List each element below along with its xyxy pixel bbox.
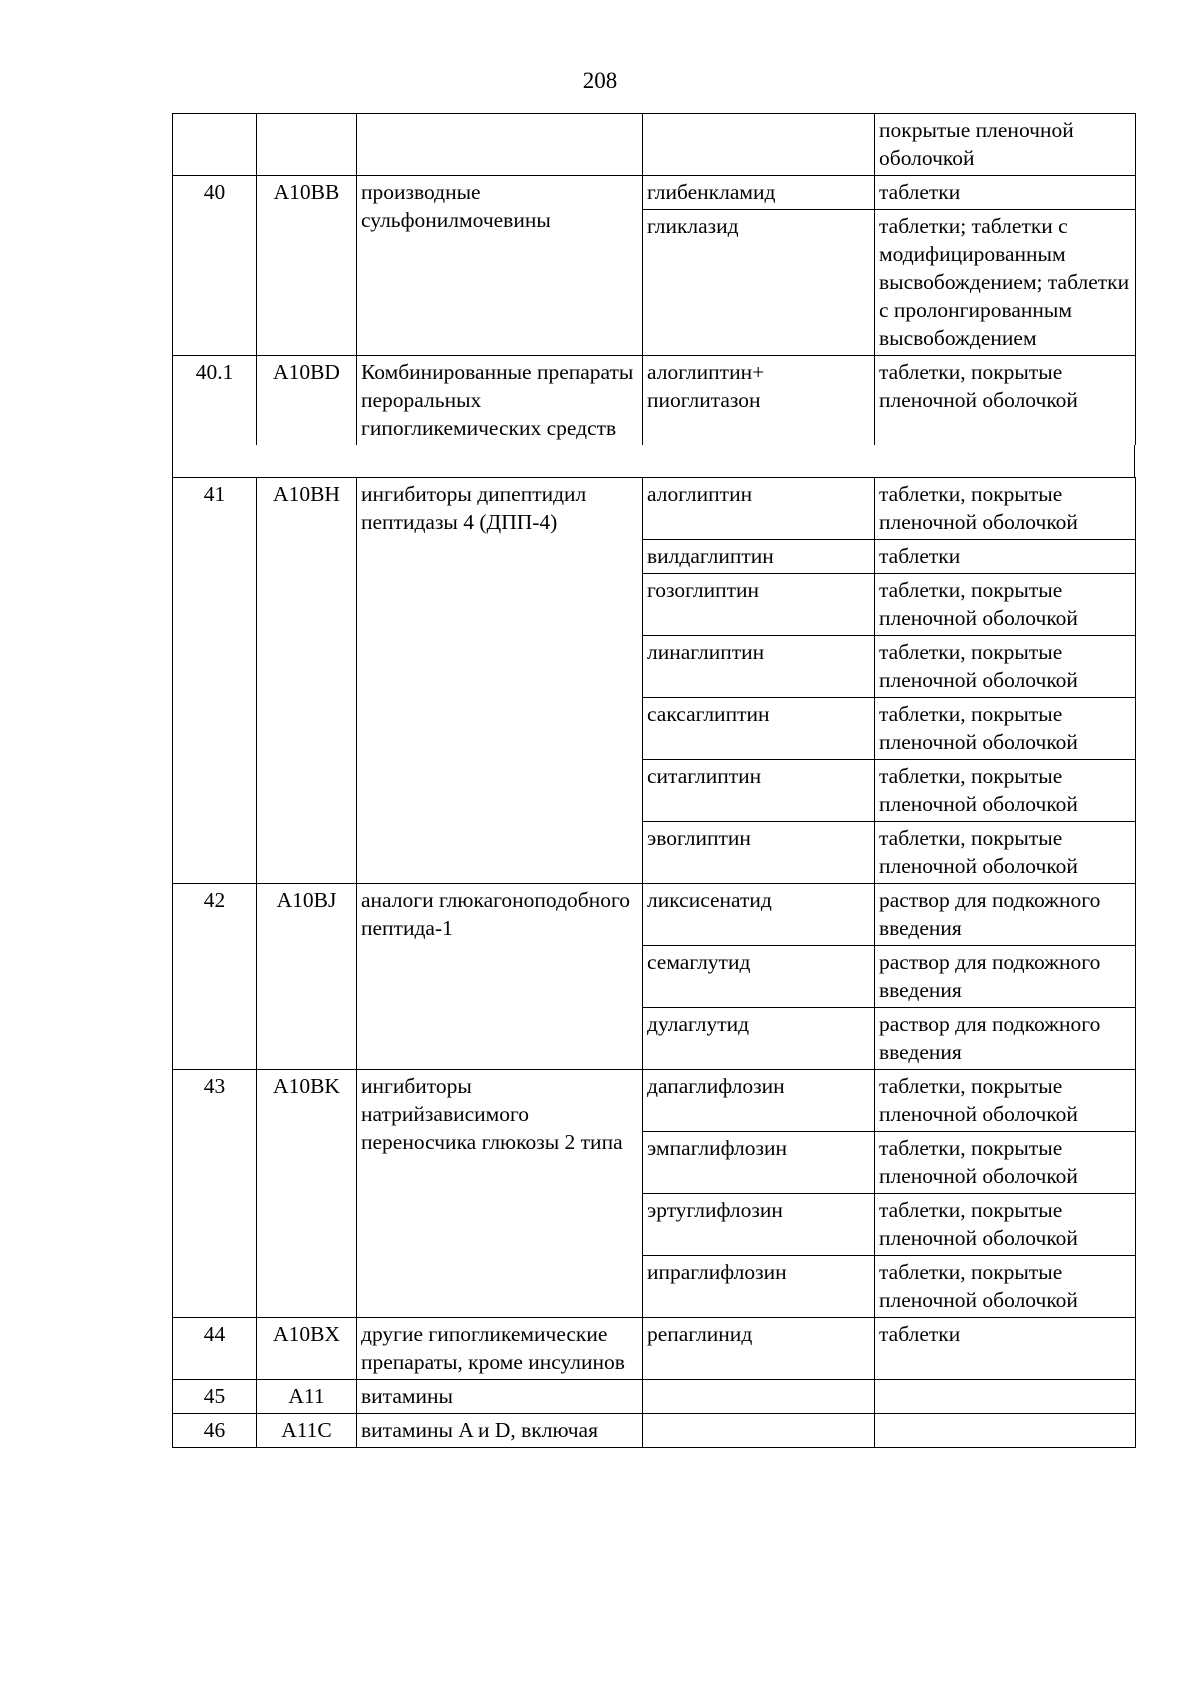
- dosage-form-cell: таблетки: [875, 540, 1136, 574]
- drug-name-cell: репаглинид: [643, 1318, 875, 1380]
- table-row: [173, 478, 1136, 540]
- drug-name-cell: ситаглиптин: [643, 760, 875, 822]
- drug-name-cell: глибенкламид: [643, 176, 875, 210]
- drug-name-cell: саксаглиптин: [643, 698, 875, 760]
- drug-name-cell: ипраглифлозин: [643, 1256, 875, 1318]
- table-row: [173, 114, 1136, 176]
- atc-code-cell: A10BD: [257, 356, 357, 446]
- dosage-form-cell: таблетки, покрытые пленочной оболочкой: [875, 1256, 1136, 1318]
- dosage-form-cell: таблетки, покрытые пленочной оболочкой: [875, 636, 1136, 698]
- drug-name-cell: алоглиптин: [643, 478, 875, 540]
- drug-name-cell: алоглиптин+ пиоглитазон: [643, 356, 875, 446]
- table-row: [173, 1318, 1136, 1380]
- dosage-form-cell: покрытые пленочной оболочкой: [875, 114, 1136, 176]
- row-number-cell: [173, 114, 257, 176]
- dosage-form-cell: раствор для подкожного введения: [875, 884, 1136, 946]
- drug-table-upper: [172, 113, 1136, 445]
- dosage-form-cell: таблетки, покрытые пленочной оболочкой: [875, 760, 1136, 822]
- drug-name-cell: эвоглиптин: [643, 822, 875, 884]
- dosage-form-cell: таблетки, покрытые пленочной оболочкой: [875, 1070, 1136, 1132]
- drug-name-cell: эртуглифлозин: [643, 1194, 875, 1256]
- group-name-cell: Комбинированные препараты пероральных гипогликемических средств: [357, 356, 643, 446]
- drug-name-cell: линаглиптин: [643, 636, 875, 698]
- drug-table-lower: [172, 477, 1136, 1448]
- drug-name-cell: [643, 114, 875, 176]
- dosage-form-cell: таблетки; таблетки с модифицированным высвобождением; таблетки с пролонгированным высвобождением: [875, 210, 1136, 356]
- page-number: 208: [582, 68, 618, 93]
- group-name-cell: [357, 114, 643, 176]
- atc-code-cell: A10BB: [257, 176, 357, 356]
- atc-code-cell: A10BX: [257, 1318, 357, 1380]
- table-row: [173, 356, 1136, 446]
- row-number-cell: 45: [173, 1380, 257, 1414]
- group-name-cell: витамины A и D, включая: [357, 1414, 643, 1448]
- atc-code-cell: A11: [257, 1380, 357, 1414]
- table-row: [173, 1380, 1136, 1414]
- atc-code-cell: A10BH: [257, 478, 357, 884]
- dosage-form-cell: таблетки: [875, 176, 1136, 210]
- row-number-cell: 42: [173, 884, 257, 1070]
- row-number-cell: 40: [173, 176, 257, 356]
- drug-name-cell: эмпаглифлозин: [643, 1132, 875, 1194]
- atc-code-cell: [257, 114, 357, 176]
- row-number-cell: 46: [173, 1414, 257, 1448]
- drug-name-cell: гликлазид: [643, 210, 875, 356]
- row-number-cell: 44: [173, 1318, 257, 1380]
- dosage-form-cell: таблетки, покрытые пленочной оболочкой: [875, 1132, 1136, 1194]
- drug-name-cell: [643, 1380, 875, 1414]
- row-number-cell: 41: [173, 478, 257, 884]
- atc-code-cell: A11C: [257, 1414, 357, 1448]
- table-row: [173, 884, 1136, 946]
- dosage-form-cell: раствор для подкожного введения: [875, 1008, 1136, 1070]
- dosage-form-cell: [875, 1380, 1136, 1414]
- group-name-cell: витамины: [357, 1380, 643, 1414]
- dosage-form-cell: таблетки, покрытые пленочной оболочкой: [875, 478, 1136, 540]
- table-row: [173, 1414, 1136, 1448]
- drug-name-cell: ликсисенатид: [643, 884, 875, 946]
- row-number-cell: 43: [173, 1070, 257, 1318]
- row-number-cell: 40.1: [173, 356, 257, 446]
- group-name-cell: другие гипогликемические препараты, кроме инсулинов: [357, 1318, 643, 1380]
- atc-code-cell: A10BJ: [257, 884, 357, 1070]
- dosage-form-cell: раствор для подкожного введения: [875, 946, 1136, 1008]
- group-name-cell: ингибиторы натрийзависимого переносчика глюкозы 2 типа: [357, 1070, 643, 1318]
- table-row: [173, 1070, 1136, 1132]
- drug-name-cell: [643, 1414, 875, 1448]
- dosage-form-cell: таблетки, покрытые пленочной оболочкой: [875, 822, 1136, 884]
- drug-name-cell: гозоглиптин: [643, 574, 875, 636]
- drug-name-cell: дапаглифлозин: [643, 1070, 875, 1132]
- dosage-form-cell: таблетки: [875, 1318, 1136, 1380]
- drug-list-sheet: [172, 113, 1135, 1448]
- group-name-cell: аналоги глюкагоноподобного пептида-1: [357, 884, 643, 1070]
- table-row: [173, 176, 1136, 210]
- group-name-cell: ингибиторы дипептидил пептидазы 4 (ДПП-4): [357, 478, 643, 884]
- dosage-form-cell: таблетки, покрытые пленочной оболочкой: [875, 698, 1136, 760]
- drug-name-cell: вилдаглиптин: [643, 540, 875, 574]
- table-gap: [172, 445, 1135, 477]
- atc-code-cell: A10BK: [257, 1070, 357, 1318]
- dosage-form-cell: таблетки, покрытые пленочной оболочкой: [875, 356, 1136, 446]
- dosage-form-cell: [875, 1414, 1136, 1448]
- drug-name-cell: семаглутид: [643, 946, 875, 1008]
- drug-name-cell: дулаглутид: [643, 1008, 875, 1070]
- group-name-cell: производные сульфонилмочевины: [357, 176, 643, 356]
- dosage-form-cell: таблетки, покрытые пленочной оболочкой: [875, 1194, 1136, 1256]
- dosage-form-cell: таблетки, покрытые пленочной оболочкой: [875, 574, 1136, 636]
